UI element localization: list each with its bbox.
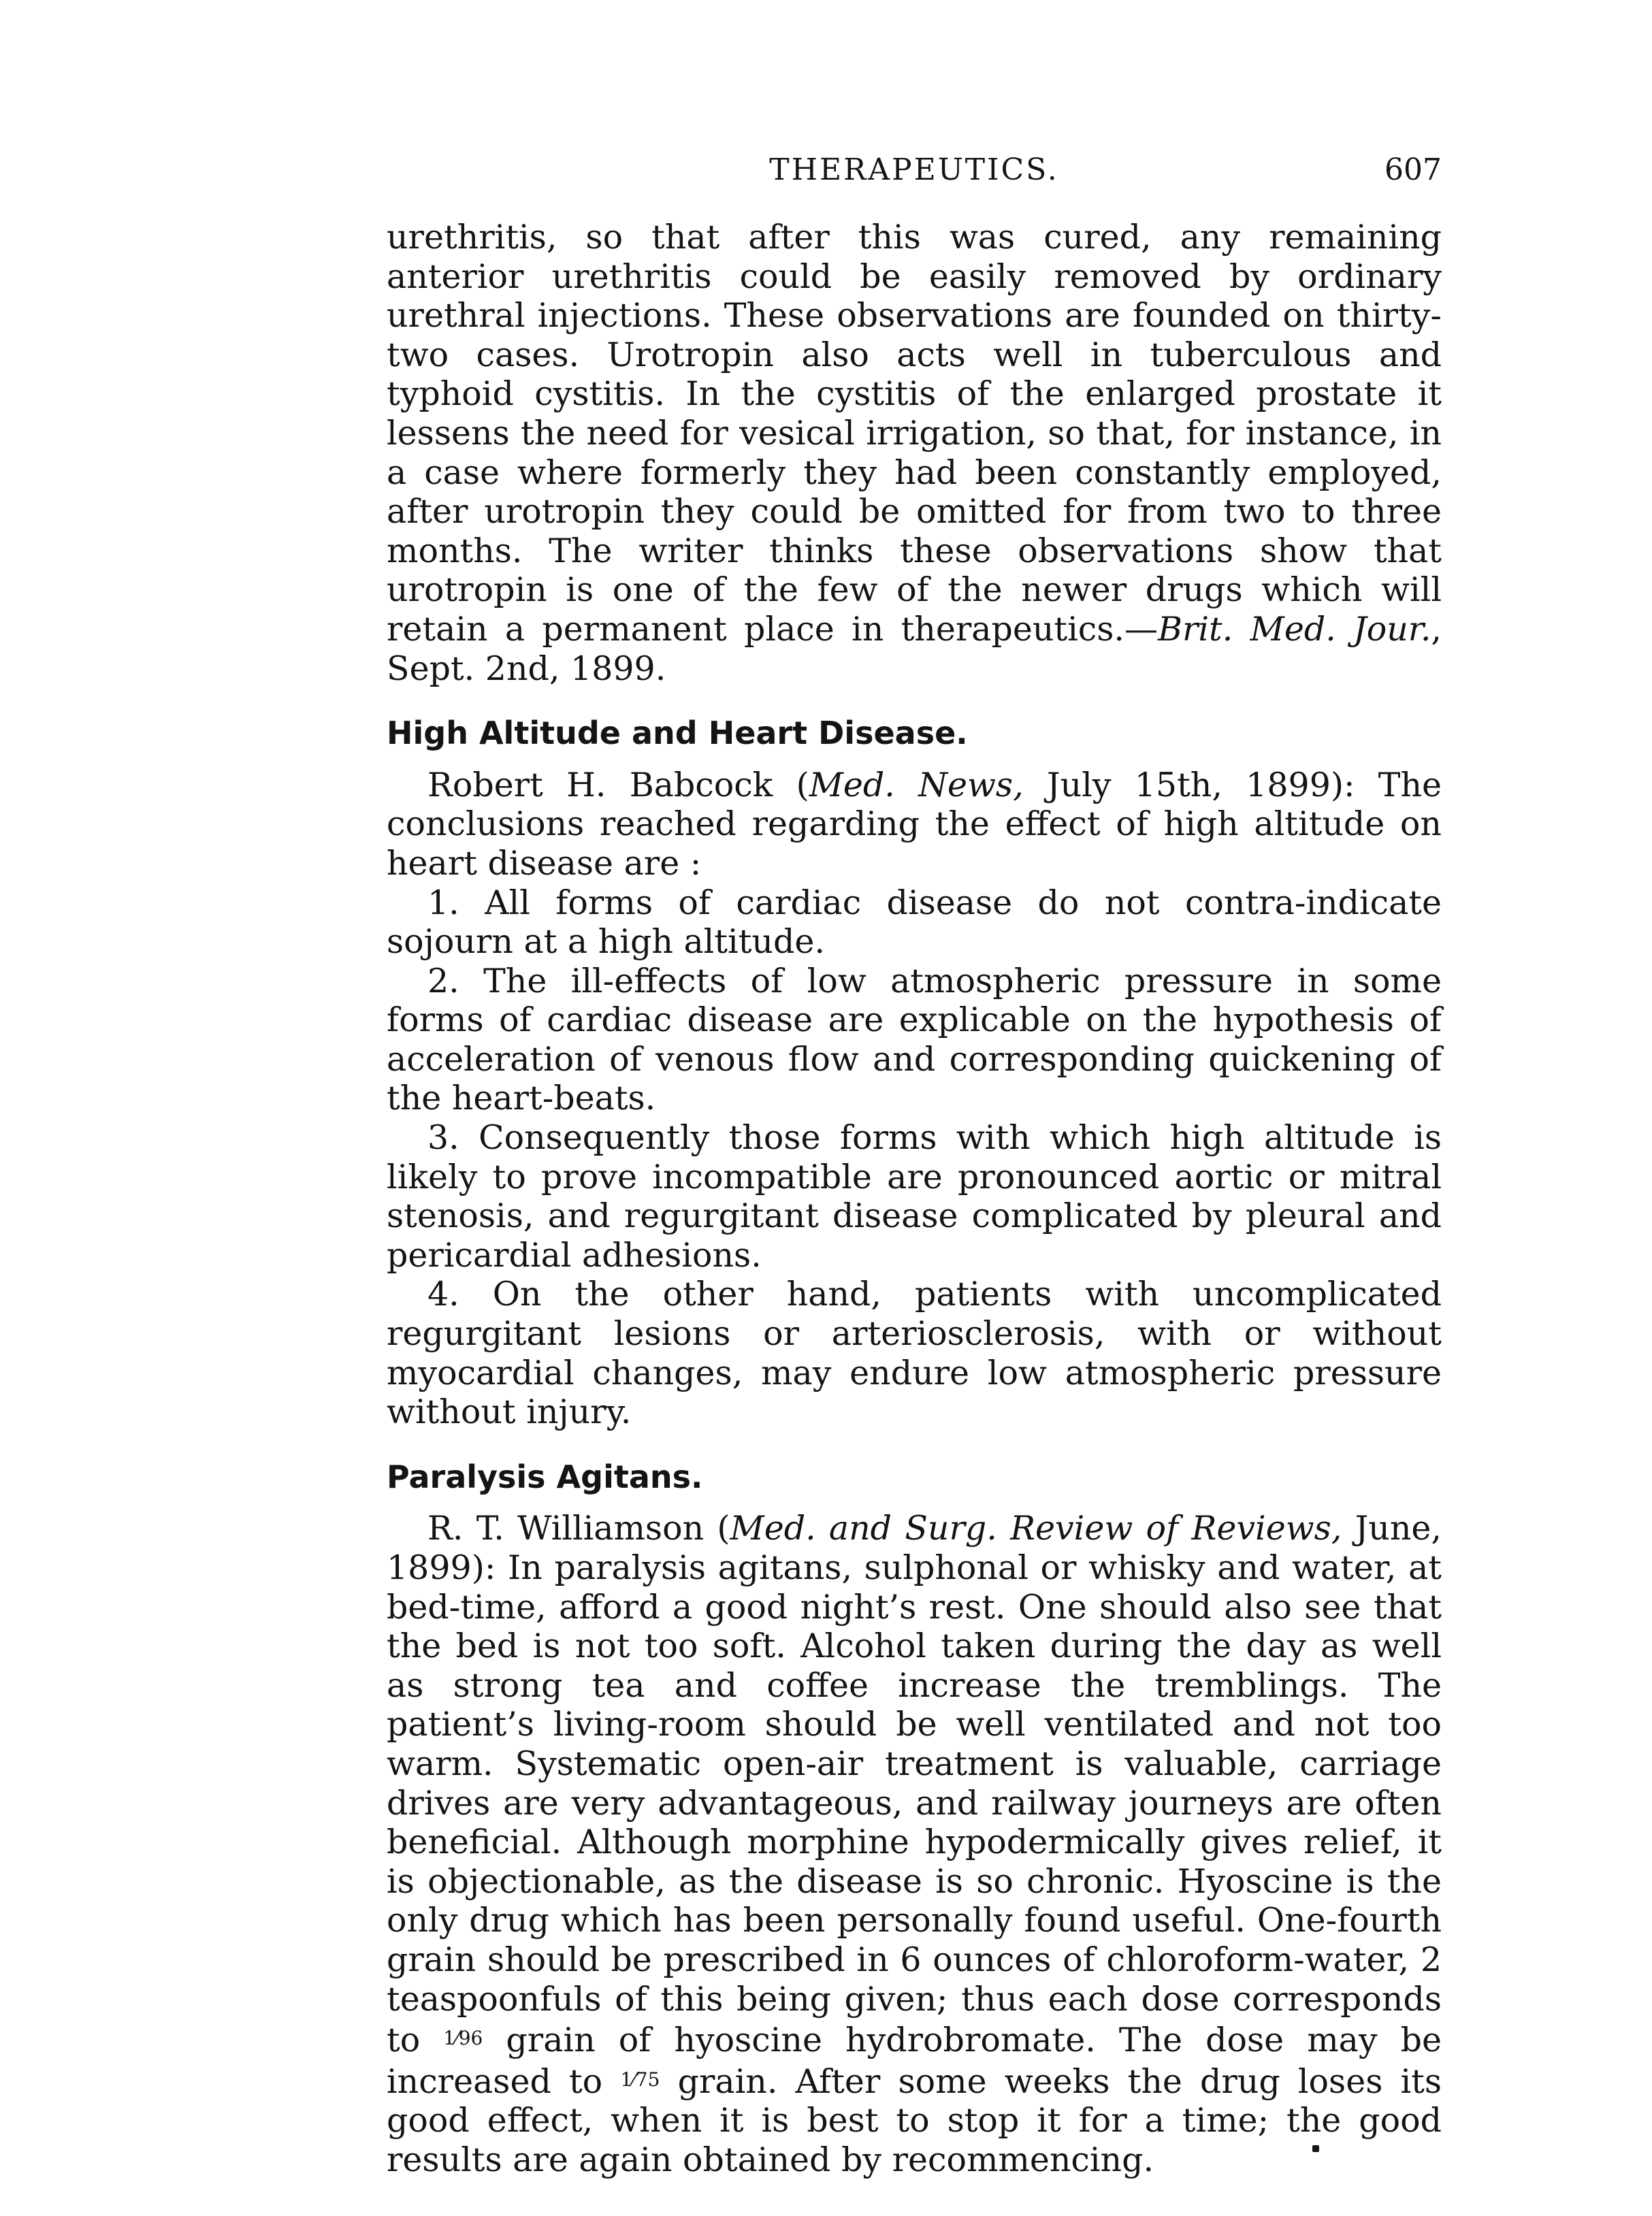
text-run: June, 1899): In paralysis agitans, sulphonal or whisky and water, at bed-time, afford a good night’s rest. One should also see that the bed is not too soft. Alcohol taken during the day as well as strong tea and coffee increase the tremblings. The patient’s living-room should be well ventilated and not too warm. Systematic open-air treatment is valuable, carriage drives are very advantageous, and railway journeys are often beneficial. Although morphine hypodermically gives relief, it is objectionable, as the disease is so chronic. Hyoscine is the only drug which has been personally found useful. One-fourth grain should be prescribed in 6 ounces of chloroform-water, 2 teaspoonfuls of this being given; thus each dose corresponds to: [387, 1509, 1442, 2060]
text-run: grain. After some weeks the drug loses its good effect, when it is best to stop it for a time; the good results are again obtained by recommencing.: [387, 2062, 1442, 2179]
numbered-item: 3. Consequently those forms with which high altitude is likely to prove incompatible are pronounced aortic or mitral stenosis, and regurgitant disease complicated by pleural and pericardial adhesions.: [387, 1118, 1442, 1275]
numbered-item: 4. On the other hand, patients with uncomplicated regurgitant lesions or arteriosclerosis, with or without myocardial changes, may endure low atmospheric pressure without injury.: [387, 1275, 1442, 1432]
section-paragraph: [387, 1509, 1442, 2179]
section-heading-paralysis-agitans: Paralysis Agitans.: [387, 1458, 703, 1495]
section-intro: [387, 766, 1442, 883]
book-page: [387, 148, 1442, 2180]
section-heading-high-altitude: High Altitude and Heart Disease.: [387, 715, 968, 752]
fraction: 1⁄75: [620, 2068, 660, 2091]
citation: Med. and Surg. Review of Reviews,: [730, 1509, 1342, 1548]
running-head: THERAPEUTICS.: [769, 152, 1059, 187]
continued-paragraph: [387, 218, 1442, 688]
text-run: , Sept. 2nd, 1899.: [387, 609, 1442, 688]
text-run: Robert H. Babcock (: [427, 765, 809, 804]
citation: Brit. Med. Jour.: [1157, 609, 1431, 649]
text-run: July 15th, 1899): The conclusions reached regarding the effect of high altitude on heart disease are :: [387, 765, 1442, 883]
numbered-item: 2. The ill-effects of low atmospheric pressure in some forms of cardiac disease are explicable on the hypothesis of acceleration of venous flow and corresponding quickening of the heart-beats.: [387, 961, 1442, 1118]
fraction: 1⁄96: [443, 2027, 483, 2050]
citation: Med. News,: [809, 765, 1024, 804]
numbered-item: 1. All forms of cardiac disease do not contra-indicate sojourn at a high altitude.: [387, 883, 1442, 962]
page-header: [387, 148, 1442, 197]
text-run: grain of hyoscine hydrobromate. The dose may be increased to: [387, 2021, 1442, 2101]
print-speck: [1312, 2145, 1319, 2152]
text-run: urethritis, so that after this was cured, any remaining anterior urethritis could be easily removed by ordinary urethral injections. These observations are founded on thirty-two cases. Urotropin also acts well in tuberculous and typhoid cystitis. In the cystitis of the enlarged prostate it lessens the need for vesical irrigation, so that, for instance, in a case where formerly they had been constantly employed, after urotropin they could be omitted for from two to three months. The writer thinks these observations show that urotropin is one of the few of the newer drugs which will retain a permanent place in therapeutics.—: [387, 218, 1442, 649]
text-run: R. T. Williamson (: [427, 1509, 730, 1548]
page-number: 607: [1384, 152, 1442, 187]
